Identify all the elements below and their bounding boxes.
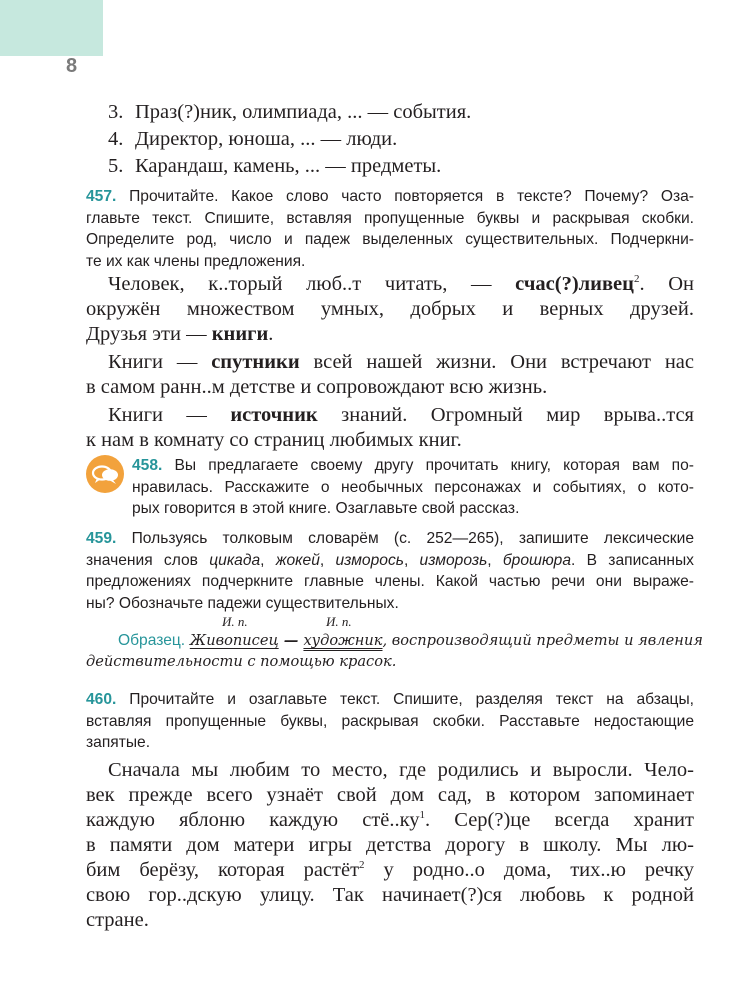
list-item: 4. Директор, юноша, ... — люди.	[108, 128, 398, 150]
sample-block: Образец. Живописец — художник, воспроизводящий предметы и явления	[118, 632, 703, 649]
task-number: 458.	[132, 457, 163, 474]
task-459: 459. Пользуясь толковым словарём (с. 252—265), запишите лексические значения слов цикада, жокей, изморось, изморозь, брошюра. В записанных предложениях подчеркните главные члены. Какой частью речи они выраже- ны? Обозначьте падежи существительных.	[86, 530, 694, 612]
case-label: И. п.	[326, 614, 352, 629]
task-number: 460.	[86, 691, 117, 708]
reading-text-460: Сначала мы любим то место, где родились и выросли. Чело- век прежде всего узнаёт свой дом сад, в котором запоминает каждую яблоню каждую $стё..ку^1$. Сер(?)це всегда хранит в памяти дом матери игры детства дорогу в школу. Мы лю- бим берёзу, которая растёт$^2$ у родно..о дома, тих..ю речку свою гор..дскую улицу. Так начинает(?)ся любовь к родной стране.	[86, 759, 694, 931]
task-number: 457.	[86, 188, 117, 205]
case-label: И. п.	[222, 614, 248, 629]
sample-block-2: действительности с помощью красок.	[86, 653, 397, 670]
task-460: 460. Прочитайте и озаглавьте текст. Спишите, разделяя текст на абзацы, вставляя пропущенные буквы, раскрывая скобки. Расставьте недостающие запятые.	[86, 691, 694, 751]
page-number: 8	[66, 55, 78, 77]
task-457: 457. Прочитайте. Какое слово часто повторяется в тексте? Почему? Оза- главьте текст. Спишите, вставляя пропущенные буквы и раскрывая скобки. Определите род, число и падеж выделенных существительных. Подчеркни- те их как члены предложения.	[86, 188, 694, 270]
examples-list	[108, 99, 471, 180]
speech-bubbles-icon	[86, 455, 124, 493]
corner-tab	[0, 0, 103, 56]
list-item: 5. Карандаш, камень, ... — предметы.	[108, 155, 442, 177]
reading-text-457: Человек, к..торый люб..т читать, — счас(?)ливец$^2$. Он окружён множеством умных, добрых и верных друзей. Друзья эти — книги. Книги — спутники всей нашей жизни. Они встречают нас в самом ранн..м детстве и сопровождают всю жизнь. Книги — источник знаний. Огромный мир врыва..тся к нам в комнату со страниц любимых книг.	[86, 273, 695, 451]
list-item: 3. Праз(?)ник, олимпиада, ... — события.	[108, 101, 472, 123]
task-458: 458. Вы предлагаете своему другу прочитать книгу, которая вам по- нравилась. Расскажите о необычных персонажах и событиях, о кото- рых говорится в этой книге. Озаглавьте свой рассказ.	[132, 457, 694, 517]
task-number: 459.	[86, 530, 117, 547]
sample-label: Образец.	[118, 632, 186, 649]
